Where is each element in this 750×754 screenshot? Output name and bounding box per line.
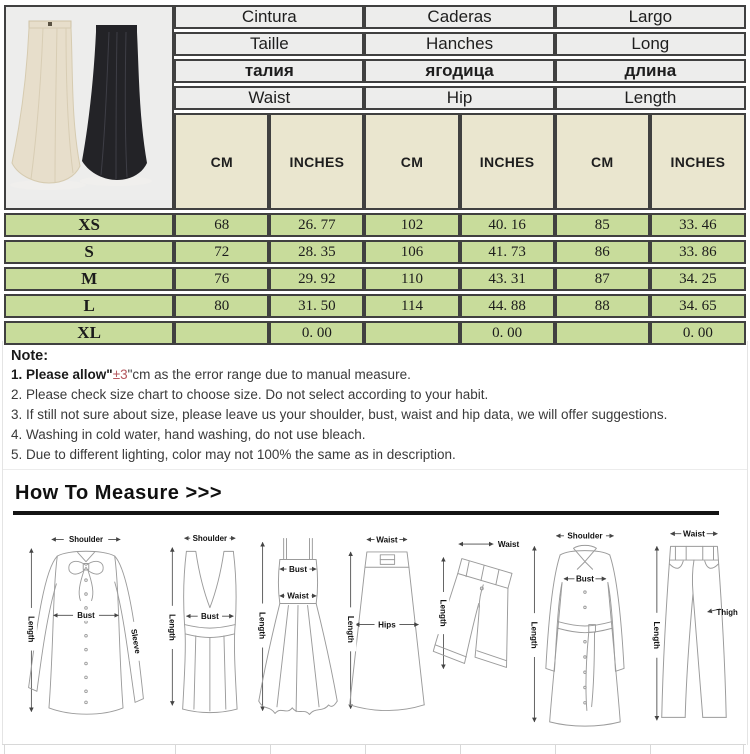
unit-cell: CM xyxy=(174,113,269,210)
measurement-label: Shoulder xyxy=(68,535,104,545)
value-cell: 87 xyxy=(555,267,650,291)
value-cell: 26. 77 xyxy=(269,213,364,237)
size-cell: XS xyxy=(4,213,174,237)
notes-section xyxy=(3,341,747,470)
size-table xyxy=(4,2,746,348)
measurement-label: Bust xyxy=(576,574,595,584)
value-cell: 72 xyxy=(174,240,269,264)
measurement-label: Bust xyxy=(289,564,308,574)
value-cell: 44. 88 xyxy=(460,294,555,318)
value-cell: 88 xyxy=(555,294,650,318)
value-cell: 34. 25 xyxy=(650,267,746,291)
header-cell: Long xyxy=(555,32,746,56)
header-cell: Waist xyxy=(174,86,364,110)
size-cell: L xyxy=(4,294,174,318)
garment-sketch-slip-dress xyxy=(254,521,342,731)
value-cell: 76 xyxy=(174,267,269,291)
measurement-label: Sleeve xyxy=(129,628,143,655)
measurement-label: Waist xyxy=(287,591,309,601)
measurement-label: Length xyxy=(529,621,539,649)
header-cell: длина xyxy=(555,59,746,83)
unit-cell: INCHES xyxy=(650,113,746,210)
header-cell: Largo xyxy=(555,5,746,29)
header-cell: Cintura xyxy=(174,5,364,29)
header-cell: талия xyxy=(174,59,364,83)
table-edge-tick xyxy=(460,745,461,754)
size-row-m xyxy=(4,267,746,291)
unit-cell: CM xyxy=(555,113,650,210)
garment-sketches xyxy=(3,515,747,731)
garment-sketch-shorts xyxy=(430,521,522,731)
measurement-label: Length xyxy=(167,614,177,641)
table-edge-tick xyxy=(743,745,744,754)
measurement-label: Length xyxy=(345,615,355,643)
note-line-1 xyxy=(11,365,737,385)
note-line-4: 4. Washing in cold water, hand washing, do not use bleach. xyxy=(11,427,366,442)
table-edge-tick xyxy=(555,745,556,754)
value-cell: 34. 65 xyxy=(650,294,746,318)
value-cell: 114 xyxy=(364,294,459,318)
note-line-2: 2. Please check size chart to choose size. Do not select according to your habit. xyxy=(11,387,489,402)
measurement-label: Bust xyxy=(200,611,219,621)
size-cell: M xyxy=(4,267,174,291)
table-edge-tick xyxy=(650,745,651,754)
value-cell: 110 xyxy=(364,267,459,291)
value-cell: 29. 92 xyxy=(269,267,364,291)
header-cell: Length xyxy=(555,86,746,110)
size-row-l xyxy=(4,294,746,318)
value-cell: 43. 31 xyxy=(460,267,555,291)
measurement-label: Length xyxy=(26,616,36,643)
measurement-label: Waist xyxy=(497,539,519,549)
measurement-label: Shoulder xyxy=(192,534,227,544)
garment-sketch-pants xyxy=(647,521,739,731)
measurement-label: Shoulder xyxy=(567,531,603,541)
value-cell: 33. 46 xyxy=(650,213,746,237)
header-cell: Hanches xyxy=(364,32,554,56)
value-cell: 86 xyxy=(555,240,650,264)
header-cell: Caderas xyxy=(364,5,554,29)
value-cell: 0. 00 xyxy=(460,321,555,345)
bottom-table-edge xyxy=(2,744,746,745)
measurement-label: Thigh xyxy=(716,607,738,617)
note-line-1-bold: 1. Please allow" xyxy=(11,367,113,382)
black-skirt xyxy=(82,25,147,180)
header-row-es xyxy=(4,5,746,29)
size-cell: XL xyxy=(4,321,174,345)
value-cell: 0. 00 xyxy=(650,321,746,345)
value-cell: 102 xyxy=(364,213,459,237)
header-cell: Hip xyxy=(364,86,554,110)
value-cell: 106 xyxy=(364,240,459,264)
table-edge-tick xyxy=(365,745,366,754)
note-line-3: 3. If still not sure about size, please leave us your shoulder, bust, waist and hip data, we will offer suggestions. xyxy=(11,407,668,422)
header-cell: Taille xyxy=(174,32,364,56)
measurement-label: Hips xyxy=(378,620,396,630)
size-row-xs xyxy=(4,213,746,237)
measurement-label: Length xyxy=(651,621,662,650)
value-cell: 0. 00 xyxy=(269,321,364,345)
value-cell: 80 xyxy=(174,294,269,318)
value-cell: 68 xyxy=(174,213,269,237)
unit-cell: INCHES xyxy=(460,113,555,210)
table-edge-tick xyxy=(270,745,271,754)
value-cell: 28. 35 xyxy=(269,240,364,264)
table-edge-tick xyxy=(175,745,176,754)
garment-sketch-skirt xyxy=(343,521,429,731)
measurement-label: Length xyxy=(258,611,268,640)
measurement-label: Waist xyxy=(376,535,398,545)
note-line-1-red: ±3 xyxy=(112,367,128,382)
measurement-label: Waist xyxy=(683,528,705,539)
measurement-label: Length xyxy=(438,599,448,627)
lower-section xyxy=(2,341,748,745)
value-cell: 31. 50 xyxy=(269,294,364,318)
how-to-measure-title: How To Measure >>> xyxy=(15,482,223,504)
product-photo-skirts xyxy=(8,11,170,199)
value-cell: 33. 86 xyxy=(650,240,746,264)
header-cell: ягодица xyxy=(364,59,554,83)
note-line-1-rest: "cm as the error range due to manual measure. xyxy=(127,367,411,382)
value-cell: 41. 73 xyxy=(460,240,555,264)
garment-sketch-blouse xyxy=(11,521,161,731)
value-cell: 40. 16 xyxy=(460,213,555,237)
note-heading: Note: xyxy=(11,348,49,364)
how-to-measure-section xyxy=(3,470,747,731)
cream-skirt xyxy=(12,21,80,183)
garment-sketch-coat xyxy=(522,521,646,731)
value-cell: 85 xyxy=(555,213,650,237)
measurement-label: Bust xyxy=(77,611,95,621)
table-edge-tick xyxy=(4,745,5,754)
note-line-5: 5. Due to different lighting, color may not 100% the same as in description. xyxy=(11,447,456,462)
size-row-s xyxy=(4,240,746,264)
unit-cell: CM xyxy=(364,113,459,210)
garment-sketch-tank-top xyxy=(162,521,254,731)
product-photo-cell xyxy=(4,5,174,210)
size-cell: S xyxy=(4,240,174,264)
unit-cell: INCHES xyxy=(269,113,364,210)
